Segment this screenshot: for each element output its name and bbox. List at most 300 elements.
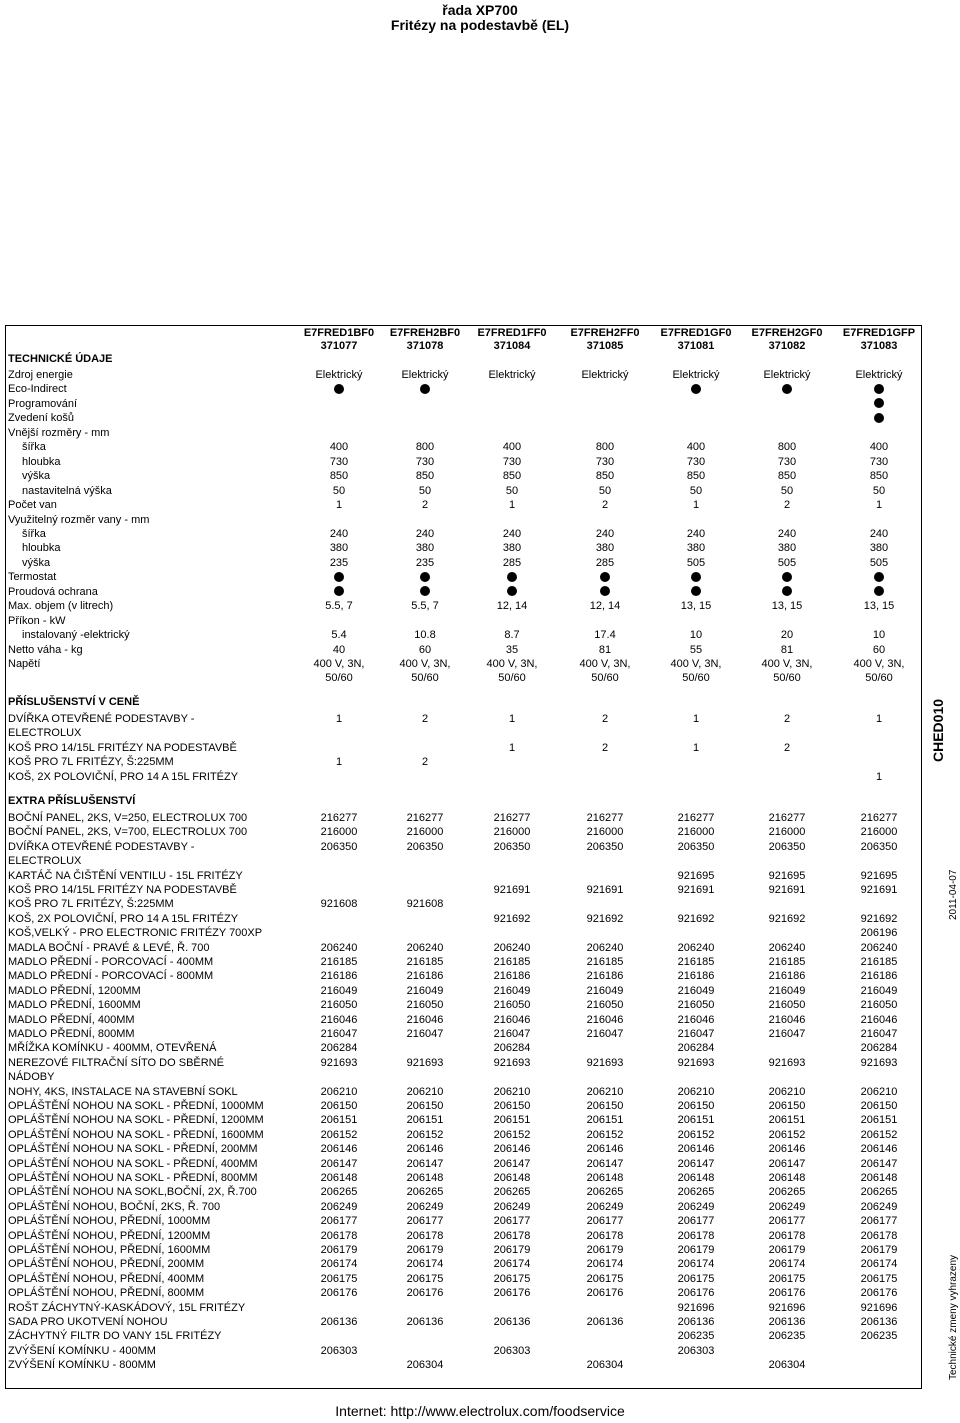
row-label: Proudová ochrana <box>8 585 98 598</box>
cell-value: 921693 <box>586 1056 624 1069</box>
row-label: KOŠ PRO 7L FRITÉZY, Š:225MM <box>8 898 174 911</box>
table-row <box>8 1128 920 1142</box>
cell-value: 206152 <box>860 1128 898 1141</box>
table-row <box>8 869 920 883</box>
cell-value: 206152 <box>677 1128 715 1141</box>
table-row <box>8 368 920 382</box>
cell-value: 8.7 <box>504 629 520 642</box>
cell-value: 216049 <box>493 984 531 997</box>
cell-value: 206249 <box>768 1200 806 1213</box>
cell-value: 10 <box>689 629 703 642</box>
cell-value: 206178 <box>860 1229 898 1242</box>
cell-value: 206210 <box>320 1085 358 1098</box>
column-model: E7FRED1GFP <box>842 327 916 339</box>
cell-value: 206179 <box>493 1244 531 1256</box>
cell-value: 206177 <box>586 1215 624 1228</box>
bullet-icon <box>874 586 884 596</box>
feature-dot-icon <box>560 570 650 584</box>
row-label: šířka <box>22 527 46 540</box>
table-row <box>8 1286 920 1300</box>
bullet-icon <box>782 384 792 394</box>
cell-value: 206150 <box>406 1100 444 1112</box>
cell-value: 50/60 <box>682 672 710 685</box>
cell-value: 921692 <box>493 912 531 925</box>
cell-value: 216046 <box>586 1013 624 1026</box>
cell-value: 206152 <box>586 1128 624 1141</box>
cell-value: 50 <box>780 484 794 497</box>
cell-value: 81 <box>598 643 612 656</box>
cell-value: 850 <box>502 470 522 483</box>
cell-value: 206146 <box>586 1143 624 1156</box>
cell-value: 216050 <box>677 999 715 1012</box>
row-label: OPLÁŠTĚNÍ NOHOU, PŘEDNÍ, 200MM <box>8 1258 205 1271</box>
cell-value: 206350 <box>406 840 444 853</box>
table-row <box>8 570 920 584</box>
row-label: KOŠ, 2X POLOVIČNÍ, PRO 14 A 15L FRITÉZY <box>8 770 239 783</box>
cell-value: 730 <box>329 455 349 468</box>
cell-value: 50 <box>418 484 432 497</box>
cell-value: 400 V, 3N, <box>579 658 631 670</box>
row-label: MADLO PŘEDNÍ - PORCOVACÍ - 800MM <box>8 970 214 983</box>
row-label: OPLÁŠTĚNÍ NOHOU NA SOKL - PŘEDNÍ, 1200MM <box>8 1114 264 1127</box>
cell-value: 216050 <box>768 999 806 1012</box>
column-header <box>560 327 650 353</box>
row-label: OPLÁŠTĚNÍ NOHOU NA SOKL - PŘEDNÍ, 400MM <box>8 1157 258 1170</box>
bullet-icon <box>691 572 701 582</box>
cell-value: 206178 <box>406 1229 444 1242</box>
cell-value: 505 <box>869 556 889 569</box>
cell-value: 206150 <box>860 1100 898 1112</box>
cell-value: 206146 <box>768 1143 806 1156</box>
table-row <box>8 811 920 825</box>
cell-value: 216050 <box>860 999 898 1012</box>
row-label: OPLÁŠTĚNÍ NOHOU, PŘEDNÍ, 1600MM <box>8 1244 211 1256</box>
cell-value: 206152 <box>320 1128 358 1141</box>
feature-dot-icon <box>380 570 470 584</box>
cell-value: 206249 <box>860 1200 898 1213</box>
bullet-icon <box>874 572 884 582</box>
row-label: MADLA BOČNÍ - PRAVÉ & LEVÉ, Ř. 700 <box>8 941 210 954</box>
cell-value: 850 <box>329 470 349 483</box>
cell-value: 216186 <box>493 970 531 983</box>
cell-value: 400 V, 3N, <box>670 658 722 670</box>
cell-value: 216185 <box>860 956 898 968</box>
cell-value: 921608 <box>406 898 444 911</box>
cell-value: 285 <box>502 556 522 569</box>
row-label: OPLÁŠTĚNÍ NOHOU, PŘEDNÍ, 1200MM <box>8 1229 211 1242</box>
row-label: výška <box>22 556 51 569</box>
table-row <box>8 883 920 897</box>
row-label: BOČNÍ PANEL, 2KS, V=700, ELECTROLUX 700 <box>8 826 248 839</box>
cell-value: 730 <box>869 455 889 468</box>
column-model: E7FREH2BF0 <box>389 327 461 339</box>
cell-value: 240 <box>415 527 435 540</box>
cell-value: 206177 <box>493 1215 531 1228</box>
cell-value: 850 <box>686 470 706 483</box>
cell-value: 206146 <box>406 1143 444 1156</box>
cell-value: 380 <box>329 542 349 555</box>
column-model: E7FRED1BF0 <box>303 327 375 339</box>
cell-value: 206265 <box>768 1186 806 1199</box>
row-label: hloubka <box>22 455 61 468</box>
cell-value: 13, 15 <box>771 600 803 613</box>
cell-value: 240 <box>502 527 522 540</box>
cell-value: 206147 <box>677 1157 715 1170</box>
cell-value: 800 <box>595 441 615 454</box>
cell-value: 13, 15 <box>680 600 712 613</box>
cell-value: 850 <box>869 470 889 483</box>
column-code: 371085 <box>586 340 624 352</box>
row-label: SADA PRO UKOTVENÍ NOHOU <box>8 1316 168 1328</box>
cell-value: 206284 <box>677 1042 715 1055</box>
table-row <box>8 1301 920 1315</box>
cell-value: 60 <box>418 643 432 656</box>
cell-value: 206136 <box>677 1316 715 1328</box>
cell-value: 921693 <box>320 1056 358 1069</box>
cell-value: 216186 <box>320 970 358 983</box>
cell-value: 216277 <box>406 812 444 824</box>
cell-value: 50/60 <box>411 672 439 685</box>
cell-value: 206151 <box>493 1114 531 1127</box>
table-row <box>8 1157 920 1171</box>
cell-value: 206240 <box>586 941 624 954</box>
cell-value: 216186 <box>677 970 715 983</box>
row-label: Netto váha - kg <box>8 643 83 656</box>
row-label: OPLÁŠTĚNÍ NOHOU, PŘEDNÍ, 800MM <box>8 1287 205 1300</box>
table-row <box>8 527 920 541</box>
cell-value: 206146 <box>320 1143 358 1156</box>
row-label: MADLO PŘEDNÍ, 1600MM <box>8 999 141 1012</box>
cell-value: 206152 <box>406 1128 444 1141</box>
table-row <box>8 1358 920 1372</box>
table-row <box>8 455 920 469</box>
row-label: výška <box>22 470 51 483</box>
row-label: OPLÁŠTĚNÍ NOHOU NA SOKL - PŘEDNÍ, 1600MM <box>8 1128 264 1141</box>
cell-value: 206176 <box>677 1287 715 1300</box>
cell-value: 216277 <box>860 812 898 824</box>
bullet-icon <box>334 586 344 596</box>
table-row <box>8 755 920 769</box>
cell-value: 2 <box>601 741 609 754</box>
cell-value: 2 <box>783 499 791 512</box>
row-label: OPLÁŠTĚNÍ NOHOU NA SOKL,BOČNÍ, 2X, Ř.700 <box>8 1186 257 1199</box>
cell-value: 206178 <box>586 1229 624 1242</box>
cell-value: 206249 <box>493 1200 531 1213</box>
table-row <box>8 1056 920 1070</box>
cell-value: 50/60 <box>325 672 353 685</box>
cell-value: 206176 <box>493 1287 531 1300</box>
cell-value: 921691 <box>768 884 806 896</box>
cell-value: 216049 <box>677 984 715 997</box>
cell-value: 206249 <box>677 1200 715 1213</box>
cell-value: 216186 <box>860 970 898 983</box>
cell-value: 216047 <box>493 1028 531 1040</box>
feature-dot-icon <box>834 411 924 425</box>
series-title: řada XP700 <box>442 2 518 18</box>
cell-value: 206210 <box>586 1085 624 1098</box>
cell-value: 12, 14 <box>589 600 621 613</box>
cell-value: 206235 <box>768 1330 806 1343</box>
cell-value: 216000 <box>586 826 624 839</box>
cell-value: 380 <box>777 542 797 555</box>
cell-value: 216049 <box>586 984 624 997</box>
cell-value: 206136 <box>860 1316 898 1328</box>
cell-value: 206179 <box>586 1244 624 1256</box>
row-label: MADLO PŘEDNÍ, 400MM <box>8 1013 135 1026</box>
cell-value: 730 <box>686 455 706 468</box>
cell-value: 40 <box>332 643 346 656</box>
row-label: MŘÍŽKA KOMÍNKU - 400MM, OTEVŘENÁ <box>8 1042 217 1055</box>
cell-value: 921693 <box>493 1056 531 1069</box>
cell-value: 206174 <box>860 1258 898 1271</box>
feature-dot-icon <box>651 382 741 396</box>
feature-dot-icon <box>467 585 557 599</box>
row-label: DVÍŘKA OTEVŘENÉ PODESTAVBY - <box>8 840 195 853</box>
cell-value: 850 <box>415 470 435 483</box>
table-row <box>8 998 920 1012</box>
cell-value: 216046 <box>860 1013 898 1026</box>
table-row <box>8 1200 920 1214</box>
cell-value: 216047 <box>768 1028 806 1040</box>
cell-value: 206176 <box>406 1287 444 1300</box>
cell-value: 216185 <box>768 956 806 968</box>
cell-value: 1 <box>875 713 883 725</box>
table-row <box>8 825 920 839</box>
cell-value: 60 <box>872 643 886 656</box>
cell-value: 380 <box>415 542 435 555</box>
cell-value: 81 <box>780 643 794 656</box>
feature-dot-icon <box>834 570 924 584</box>
table-row <box>8 484 920 498</box>
cell-value: Elektrický <box>763 369 811 381</box>
cell-value: 206235 <box>677 1330 715 1343</box>
cell-value: 206179 <box>768 1244 806 1256</box>
cell-value: 206147 <box>860 1157 898 1170</box>
cell-value: 921692 <box>677 912 715 925</box>
cell-value: 730 <box>595 455 615 468</box>
cell-value: 206148 <box>406 1172 444 1184</box>
cell-value: 1 <box>335 756 343 769</box>
cell-value: 35 <box>505 643 519 656</box>
cell-value: 216186 <box>768 970 806 983</box>
cell-value: Elektrický <box>855 369 903 381</box>
cell-value: 206136 <box>406 1316 444 1328</box>
cell-value: 206240 <box>677 941 715 954</box>
cell-value: 206210 <box>860 1085 898 1098</box>
cell-value: 206350 <box>768 840 806 853</box>
cell-value: 2 <box>601 713 609 725</box>
cell-value: 206178 <box>493 1229 531 1242</box>
cell-value: 235 <box>329 556 349 569</box>
cell-value: 730 <box>777 455 797 468</box>
cell-value: 206151 <box>320 1114 358 1127</box>
feature-dot-icon <box>742 382 832 396</box>
table-row <box>8 1027 920 1041</box>
table-row <box>8 1243 920 1257</box>
cell-value: 206249 <box>406 1200 444 1213</box>
row-label: MADLO PŘEDNÍ - PORCOVACÍ - 400MM <box>8 956 214 968</box>
column-code: 371078 <box>406 340 444 352</box>
cell-value: 921695 <box>677 869 715 882</box>
cell-value: 206240 <box>768 941 806 954</box>
cell-value: 206176 <box>860 1287 898 1300</box>
footer-url: Internet: http://www.electrolux.com/foodservice <box>335 1403 625 1419</box>
cell-value: 216000 <box>768 826 806 839</box>
cell-value: 921692 <box>586 912 624 925</box>
column-code: 371082 <box>768 340 806 352</box>
cell-value: 206175 <box>586 1272 624 1285</box>
cell-value: 921691 <box>860 884 898 896</box>
cell-value: 206179 <box>320 1244 358 1256</box>
table-row <box>8 585 920 599</box>
cell-value: 921691 <box>586 884 624 896</box>
cell-value: 216050 <box>586 999 624 1012</box>
cell-value: 400 V, 3N, <box>399 658 451 670</box>
cell-value: 1 <box>875 770 883 783</box>
cell-value: 206177 <box>860 1215 898 1228</box>
cell-value: 216046 <box>768 1013 806 1026</box>
table-row <box>8 1142 920 1156</box>
cell-value: 206150 <box>320 1100 358 1112</box>
row-label: Napětí <box>8 658 41 670</box>
cell-value: 206176 <box>768 1287 806 1300</box>
row-label: KOŠ, 2X POLOVIČNÍ, PRO 14 A 15L FRITÉZY <box>8 912 239 925</box>
section-heading: PŘÍSLUŠENSTVÍ V CENĚ <box>8 696 140 708</box>
cell-value: 206174 <box>677 1258 715 1271</box>
cell-value: 50 <box>505 484 519 497</box>
cell-value: 850 <box>595 470 615 483</box>
cell-value: 206249 <box>586 1200 624 1213</box>
cell-value: 10.8 <box>414 629 436 642</box>
cell-value: 50 <box>332 484 346 497</box>
cell-value: 400 V, 3N, <box>853 658 905 670</box>
table-row <box>8 941 920 955</box>
cell-value: 380 <box>595 542 615 555</box>
cell-value: 235 <box>415 556 435 569</box>
cell-value: 10 <box>872 629 886 642</box>
row-label: NOHY, 4KS, INSTALACE NA STAVEBNÍ SOKL <box>8 1085 238 1098</box>
feature-dot-icon <box>742 570 832 584</box>
cell-value: 206148 <box>586 1172 624 1184</box>
cell-value: 206176 <box>320 1287 358 1300</box>
cell-value: 206240 <box>406 941 444 954</box>
cell-value: 206150 <box>493 1100 531 1112</box>
cell-value: 206147 <box>768 1157 806 1170</box>
cell-value: 206150 <box>586 1100 624 1112</box>
table-row <box>8 1070 920 1084</box>
cell-value: 800 <box>777 441 797 454</box>
cell-value: 216277 <box>320 812 358 824</box>
row-label: BOČNÍ PANEL, 2KS, V=250, ELECTROLUX 700 <box>8 812 248 824</box>
cell-value: 1 <box>508 741 516 754</box>
table-row <box>8 1085 920 1099</box>
cell-value: 1 <box>692 499 700 512</box>
row-label: KARTÁČ NA ČIŠTĚNÍ VENTILU - 15L FRITÉZY <box>8 869 243 882</box>
table-row <box>8 541 920 555</box>
cell-value: 206151 <box>768 1114 806 1127</box>
cell-value: 206284 <box>493 1042 531 1055</box>
cell-value: 1 <box>508 713 516 725</box>
cell-value: 921691 <box>493 884 531 896</box>
cell-value: 1 <box>508 499 516 512</box>
cell-value: 206240 <box>860 941 898 954</box>
cell-value: Elektrický <box>581 369 629 381</box>
cell-value: 206136 <box>320 1316 358 1328</box>
cell-value: 206136 <box>768 1316 806 1328</box>
cell-value: 216185 <box>320 956 358 968</box>
table-row <box>8 726 920 740</box>
cell-value: 206210 <box>406 1085 444 1098</box>
cell-value: 206175 <box>493 1272 531 1285</box>
table-row <box>8 1013 920 1027</box>
cell-value: 921696 <box>677 1301 715 1314</box>
cell-value: 206303 <box>320 1344 358 1357</box>
row-label: NEREZOVÉ FILTRAČNÍ SÍTO DO SBĚRNÉ <box>8 1056 224 1069</box>
cell-value: 216046 <box>677 1013 715 1026</box>
table-row <box>8 599 920 613</box>
table-row <box>8 1329 920 1343</box>
cell-value: 206265 <box>406 1186 444 1199</box>
cell-value: 216047 <box>406 1028 444 1040</box>
cell-value: 206147 <box>320 1157 358 1170</box>
column-model: E7FREH2FF0 <box>570 327 640 339</box>
cell-value: 216185 <box>493 956 531 968</box>
cell-value: 206249 <box>320 1200 358 1213</box>
feature-dot-icon <box>294 382 384 396</box>
cell-value: 216185 <box>677 956 715 968</box>
row-label: Zvedení košů <box>8 412 75 425</box>
cell-value: 206240 <box>320 941 358 954</box>
cell-value: 921693 <box>860 1056 898 1069</box>
cell-value: 216046 <box>493 1013 531 1026</box>
cell-value: 50/60 <box>865 672 893 685</box>
feature-dot-icon <box>834 382 924 396</box>
cell-value: 206175 <box>768 1272 806 1285</box>
feature-dot-icon <box>380 382 470 396</box>
cell-value: 206350 <box>677 840 715 853</box>
cell-value: Elektrický <box>401 369 449 381</box>
cell-value: 206148 <box>860 1172 898 1184</box>
cell-value: 206148 <box>768 1172 806 1184</box>
cell-value: 380 <box>502 542 522 555</box>
cell-value: 216047 <box>586 1028 624 1040</box>
cell-value: 2 <box>783 713 791 725</box>
cell-value: 216000 <box>860 826 898 839</box>
table-row <box>8 556 920 570</box>
cell-value: 206265 <box>493 1186 531 1199</box>
cell-value: 921608 <box>320 898 358 911</box>
bullet-icon <box>334 572 344 582</box>
feature-dot-icon <box>467 570 557 584</box>
cell-value: 1 <box>692 713 700 725</box>
row-label: NÁDOBY <box>8 1071 55 1084</box>
cell-value: 206178 <box>768 1229 806 1242</box>
table-row <box>8 614 920 628</box>
row-label: Počet van <box>8 499 57 512</box>
cell-value: 206178 <box>320 1229 358 1242</box>
cell-value: Elektrický <box>315 369 363 381</box>
cell-value: 216046 <box>406 1013 444 1026</box>
cell-value: 206175 <box>320 1272 358 1285</box>
bullet-icon <box>334 384 344 394</box>
cell-value: 216047 <box>677 1028 715 1040</box>
cell-value: 921693 <box>768 1056 806 1069</box>
table-row <box>8 1272 920 1286</box>
cell-value: 206240 <box>493 941 531 954</box>
row-label: Max. objem (v litrech) <box>8 600 114 613</box>
row-label: KOŠ PRO 14/15L FRITÉZY NA PODESTAVBĚ <box>8 884 237 896</box>
table-row <box>8 984 920 998</box>
